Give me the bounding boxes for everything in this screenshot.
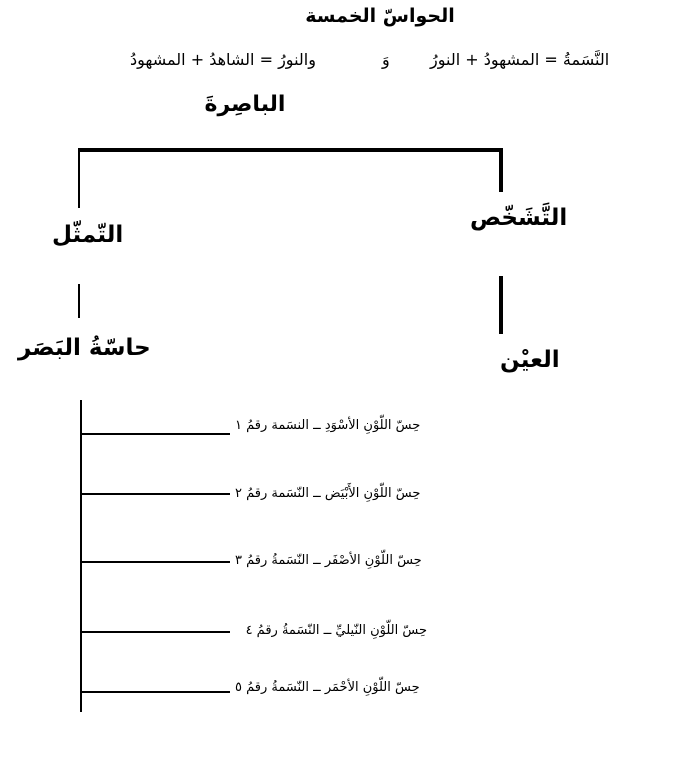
sense-connector-5	[80, 691, 230, 693]
sense-connector-3	[80, 561, 230, 563]
leaf-node-ayn: العيْن	[500, 347, 560, 373]
leaf-node-hassat-albasar: حاسّةُ البَصَر	[18, 335, 151, 361]
branch-node-tamaththul: التّمثّل	[52, 222, 124, 248]
sense-item-yellow: حِسّ اللّوْنِ الأصْفَر ــ النّسَمةُ رقمُ ٣	[235, 553, 422, 568]
root-node-basira: الباصِرةَ	[204, 92, 286, 117]
left-branch-connector	[78, 284, 80, 318]
sense-item-black: حِسّ اللّوْنِ الأسْوَدِ ــ النسَمة رقمُ ١	[235, 418, 421, 433]
sense-connector-1	[80, 433, 230, 435]
sense-connector-2	[80, 493, 230, 495]
formula-nasama: النَّسَمةُ = المشهودُ + النورُ	[430, 50, 610, 69]
formula-connector: وَ	[382, 50, 390, 69]
right-branch-connector	[499, 276, 503, 334]
sense-item-white: حِسّ اللّوْنِ الأَبْيَض ــ النّسَمة رقمُ ٢	[235, 486, 421, 501]
branch-node-tashakhkhus: التَّشَخّص	[470, 205, 568, 231]
sense-item-red: حِسّ اللّوْنِ الأحْمَر ــ النّسَمةُ رقمُ ٥	[235, 680, 420, 695]
diagram-title: الحواسّ الخمسة	[305, 5, 455, 27]
formula-nur: والنورُ = الشاهدُ + المشهودُ	[130, 50, 316, 69]
tree-right-drop	[499, 148, 503, 192]
tree-left-drop	[78, 148, 80, 208]
tree-top-bar	[78, 148, 502, 152]
sense-item-indigo: حِسّ اللّوْنِ النّيليِّ ــ النّسَمةُ رقمُ ٤	[245, 623, 427, 638]
sense-list-spine	[80, 400, 82, 712]
sense-connector-4	[80, 631, 230, 633]
